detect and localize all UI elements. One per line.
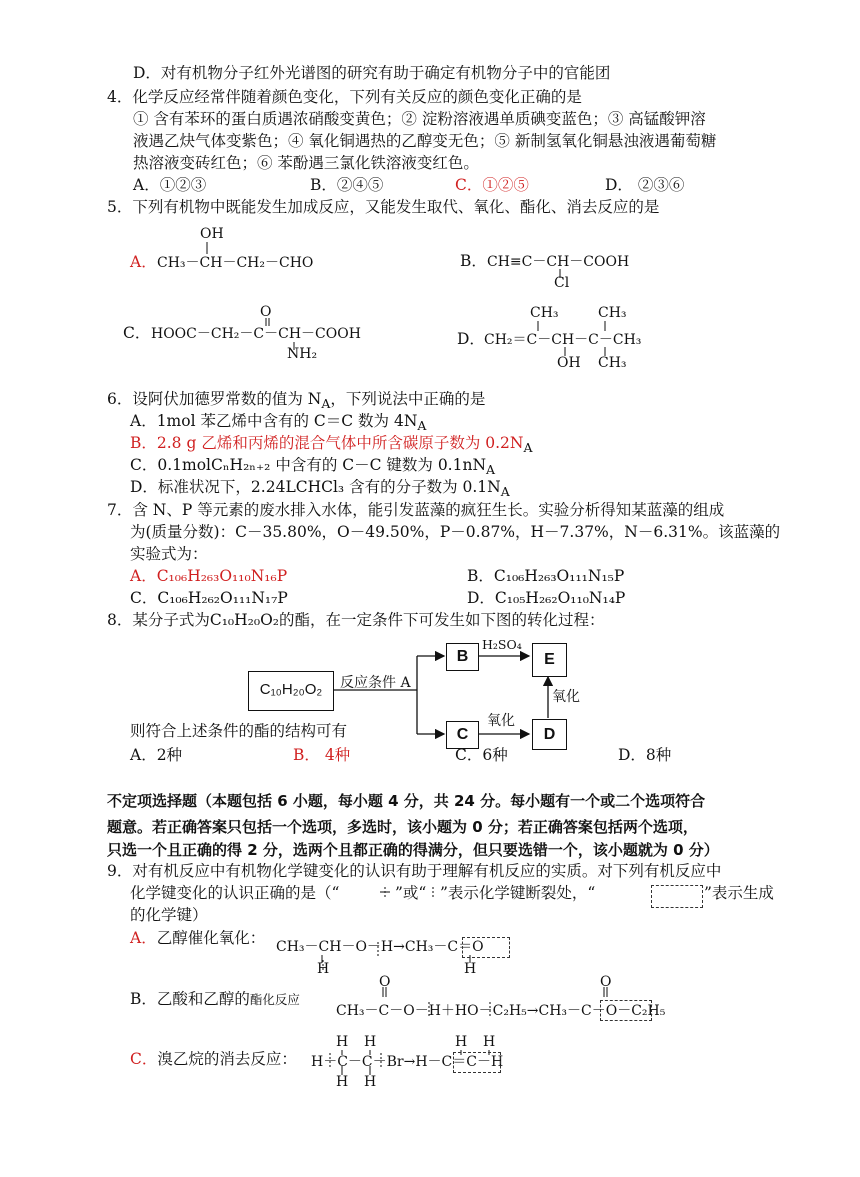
q9-line2a: 化学键变化的认识正确的是（“ <box>130 884 340 902</box>
q5-c-nh2: NH₂ <box>287 346 318 362</box>
section-line3: 只选一个且正确的得 2 分，选两个且都正确的得满分，但只要选错一个，该小题就为 0 分） <box>107 841 719 859</box>
q9-c-h-top1: H <box>336 1034 349 1050</box>
q9-c-h-top4: H <box>483 1034 496 1050</box>
q7-option-c: C．C₁₀₆H₂₆₂O₁₁₁N₁₇P <box>130 589 288 607</box>
q5-a-oh: OH <box>200 226 224 242</box>
q5-a-formula: CH₃－CH－CH₂－CHO <box>157 255 314 271</box>
q5-d-ch3-bottom: CH₃ <box>598 355 627 371</box>
flow-oxidation-label-2: 氧化 <box>552 689 580 705</box>
flow-condition-label: 反应条件 A <box>340 675 411 691</box>
q5-stem: 5．下列有机物中既能发生加成反应，又能发生取代、氧化、酯化、消去反应的是 <box>107 198 660 216</box>
q5-d-label: D． <box>457 330 485 348</box>
q4-line1: ① 含有苯环的蛋白质遇浓硝酸变黄色；② 淀粉溶液遇单质碘变蓝色；③ 高锰酸钾溶 <box>133 110 706 128</box>
q9-c-equation: H－C－C－Br→H－C＝C－H <box>311 1054 504 1070</box>
q4-option-c: C．①②⑤ <box>455 176 529 194</box>
q7-option-d: D．C₁₀₅H₂₆₂O₁₁₀N₁₄P <box>467 589 626 607</box>
q9-b: B．乙酸和乙醇的酯化反应 <box>130 990 300 1008</box>
q7-line2: 为(质量分数)：C－35.80%，O－49.50%，P－0.87%，H－7.37%，N－6.31%。该蓝藻的 <box>130 523 781 541</box>
q5-c-formula: HOOC－CH₂－C－CH－COOH <box>151 326 361 342</box>
q9-c: C．溴乙烷的消去反应： <box>130 1050 297 1068</box>
q9-c-h-top2: H <box>364 1034 377 1050</box>
q6-stem: 6．设阿伏加德罗常数的值为 $N_A$，下列说法中正确的是 <box>107 390 486 412</box>
q9-line2c: ”表示化学键断裂处，“ <box>440 884 596 902</box>
q7-option-b: B．C₁₀₆H₂₆₃O₁₁₁N₁₅P <box>467 567 625 585</box>
a-new-bond-box <box>462 937 510 958</box>
flow-box-e: E <box>532 643 567 677</box>
q4-stem: 4．化学反应经常伴随着颜色变化，下列有关反应的颜色变化正确的是 <box>107 88 582 106</box>
q4-line2: 液遇乙炔气体变紫色；④ 氧化铜遇热的乙醇变无色；⑤ 新制氢氧化铜悬浊液遇葡萄糖 <box>133 132 717 150</box>
q9-line3: 的化学键） <box>130 906 208 924</box>
q9-a-equation: CH₃－CH－O－H→CH₃－C＝O <box>276 939 484 955</box>
q9-line1: 9．对有机反应中有机物化学键变化的认识有助于理解有机反应的实质。对下列有机反应中 <box>107 862 722 880</box>
q6-option-a: A．1mol 苯乙烯中含有的 C＝C 数为 $4N_A$ <box>130 412 427 434</box>
q8-stem: 8．某分子式为C₁₀H₂₀O₂的酯，在一定条件下可发生如下图的转化过程： <box>107 611 605 629</box>
q5-d-oh: OH <box>557 355 581 371</box>
q9-a-h2: H <box>464 961 477 977</box>
q3-option-d: D．对有机物分子红外光谱图的研究有助于确定有机物分子中的官能团 <box>133 64 611 82</box>
q6-option-c: C．0.1molCₙH₂ₙ₊₂ 中含有的 C－C 键数为 $0.1nN_A$ <box>130 456 496 478</box>
q5-c-o: O <box>260 304 272 320</box>
q4-line3: 热溶液变砖红色；⑥ 苯酚遇三氯化铁溶液变红色。 <box>133 154 479 172</box>
flow-oxidation-label-1: 氧化 <box>487 713 515 729</box>
q4-option-b: B．②④⑤ <box>310 176 384 194</box>
c-new-bond-box <box>453 1052 501 1073</box>
q9-b-equation: CH₃－C－O－H＋HO－C₂H₅→CH₃－C－O－C₂H₅ <box>336 1003 666 1019</box>
q9-line2d: ”表示生成 <box>704 884 774 902</box>
q9-c-h-bottom2: H <box>364 1074 377 1090</box>
q5-d-formula: CH₂＝C－CH－C－CH₃ <box>484 332 642 348</box>
flow-start-box: C₁₀H₂₀O₂ <box>248 671 334 711</box>
section-line1: 不定项选择题（本题包括 6 小题，每小题 4 分，共 24 分。每小题有一个或二个选项符合 <box>107 792 706 810</box>
new-bond-legend-box <box>651 885 703 908</box>
q5-d-ch3-top2: CH₃ <box>598 305 627 321</box>
q5-b-cl: Cl <box>554 275 570 291</box>
q7-line1: 7．含 N、P 等元素的废水排入水体，能引发蓝藻的疯狂生长。实验分析得知某蓝藻的组成 <box>107 501 725 519</box>
q6-option-d: D．标准状况下，2.24LCHCl₃ 含有的分子数为 $0.1N_A$ <box>130 478 510 500</box>
q5-c-label: C． <box>123 324 151 342</box>
b-new-bond-box <box>600 1000 652 1021</box>
q8-option-b: B． 4种 <box>293 746 351 764</box>
flow-h2so4-label: H₂SO₄ <box>482 637 522 652</box>
section-line2: 题意。若正确答案只包括一个选项，多选时，该小题为 0 分；若正确答案包括两个选项， <box>107 818 698 836</box>
q9-c-h-bottom1: H <box>336 1074 349 1090</box>
q5-d-ch3-top1: CH₃ <box>530 305 559 321</box>
q9-c-h-top3: H <box>455 1034 468 1050</box>
q6-option-b: B．2.8 g 乙烯和丙烯的混合气体中所含碳原子数为 $0.2N_A$ <box>130 434 533 456</box>
q9-b-o1: O <box>379 974 391 990</box>
flow-box-d: D <box>532 719 567 750</box>
q9-line2b: ”或“ <box>395 884 427 902</box>
q8-option-a: A．2种 <box>130 746 183 764</box>
q9-a-h1: H <box>317 961 330 977</box>
flow-box-b: B <box>446 643 479 671</box>
q5-b-label: B． <box>460 252 487 270</box>
q4-option-a: A．①②③ <box>133 176 207 194</box>
q8-tail: 则符合上述条件的酯的结构可有 <box>130 722 348 740</box>
flow-box-c: C <box>446 721 479 749</box>
q9-b-o2: O <box>600 974 612 990</box>
q7-line3: 实验式为： <box>130 545 208 563</box>
q5-a-label: A． <box>130 253 157 271</box>
q5-b-formula: CH≡C－CH－COOH <box>487 254 630 270</box>
q8-option-d: D．8种 <box>618 746 672 764</box>
q4-option-d: D． ②③⑥ <box>605 176 685 194</box>
q7-option-a: A．C₁₀₆H₂₆₃O₁₁₀N₁₆P <box>130 567 288 585</box>
q8-option-c: C．6种 <box>455 746 508 764</box>
q9-a: A．乙醇催化氧化： <box>130 929 266 947</box>
